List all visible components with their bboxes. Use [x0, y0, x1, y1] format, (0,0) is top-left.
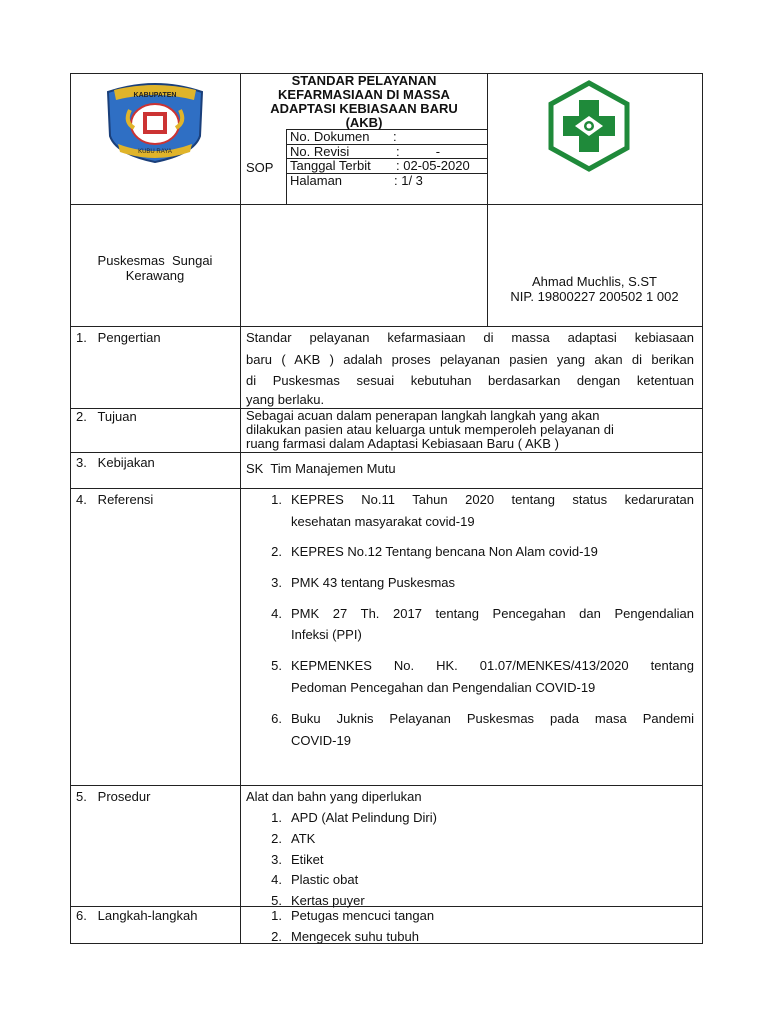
tujuan-line: Sebagai acuan dalam penerapan langkah langkah yang akan	[246, 408, 600, 423]
meta-value-halaman: : 1/ 3	[394, 173, 423, 188]
sop-label: SOP	[246, 160, 274, 175]
org-line: Puskesmas Sungai	[97, 253, 213, 268]
langkah-item: Mengecek suhu tubuh	[291, 929, 419, 944]
prosedur-item: APD (Alat Pelindung Diri)	[291, 810, 437, 825]
ref-number: 2.	[271, 544, 282, 559]
org-line: Kerawang	[125, 268, 185, 283]
meta-label-dokumen: No. Dokumen	[290, 129, 370, 144]
pengertian-line: Standar pelayanan kefarmasiaan di massa adaptasi kebiasaan	[246, 330, 694, 345]
langkah-item: Petugas mencuci tangan	[291, 908, 435, 923]
ref-line: Pedoman Pencegahan dan Pengendalian COVID-19	[291, 680, 596, 695]
prosedur-number: 3.	[271, 852, 282, 867]
ref-number: 6.	[271, 711, 282, 726]
prosedur-item: Plastic obat	[291, 872, 359, 887]
signatory-name: Ahmad Muchlis, S.ST	[532, 274, 657, 289]
title-line: (AKB)	[345, 115, 383, 130]
row-label-tujuan: 2. Tujuan	[76, 409, 137, 424]
meta-label-tanggal: Tanggal Terbit	[290, 158, 371, 173]
document-title	[242, 74, 486, 130]
ref-number: 5.	[271, 658, 282, 673]
prosedur-number: 4.	[271, 872, 282, 887]
meta-value-revisi: : -	[396, 144, 441, 159]
title-line: STANDAR PELAYANAN	[291, 73, 437, 88]
row-label-kebijakan: 3. Kebijakan	[76, 455, 155, 470]
district-emblem	[104, 82, 206, 164]
ref-line: KEPRES No.11 Tahun 2020 tentang status kedaruratan	[291, 492, 694, 507]
emblem-bottom-text: KUBU RAYA	[138, 149, 172, 155]
ref-number: 1.	[271, 492, 282, 507]
ref-line: kesehatan masyarakat covid-19	[291, 514, 475, 529]
prosedur-number: 1.	[271, 810, 282, 825]
ref-line: Infeksi (PPI)	[291, 627, 362, 642]
row-label-referensi: 4. Referensi	[76, 492, 154, 507]
ref-line: PMK 43 tentang Puskesmas	[291, 575, 456, 590]
kebijakan-text: SK Tim Manajemen Mutu	[246, 461, 396, 476]
prosedur-intro: Alat dan bahn yang diperlukan	[246, 789, 422, 804]
signatory	[487, 274, 702, 304]
ref-line: KEPMENKES No. HK. 01.07/MENKES/413/2020 tentang	[291, 658, 694, 673]
row-label-prosedur: 5. Prosedur	[76, 789, 151, 804]
langkah-number: 1.	[271, 908, 282, 923]
row-label-pengertian: 1. Pengertian	[76, 330, 161, 345]
emblem-top-text: KABUPATEN	[133, 92, 177, 99]
signatory-nip: NIP. 19800227 200502 1 002	[510, 289, 679, 304]
prosedur-number: 2.	[271, 831, 282, 846]
tujuan-line: ruang farmasi dalam Adaptasi Kebiasaan Baru ( AKB )	[246, 436, 559, 451]
pengertian-line: yang berlaku.	[246, 392, 325, 407]
row-label-langkah: 6. Langkah-langkah	[76, 908, 198, 923]
prosedur-item: Etiket	[291, 852, 324, 867]
tujuan-line: dilakukan pasien atau keluarga untuk memperoleh pelayanan di	[246, 422, 614, 437]
organization-name	[70, 253, 240, 283]
ref-line: KEPRES No.12 Tentang bencana Non Alam covid-19	[291, 544, 598, 559]
meta-value-dokumen: :	[393, 129, 397, 144]
langkah-number: 2.	[271, 929, 282, 944]
title-line: KEFARMASIAAN DI MASSA	[278, 87, 450, 102]
ref-line: Buku Juknis Pelayanan Puskesmas pada masa Pandemi	[291, 711, 694, 726]
prosedur-item: ATK	[291, 831, 316, 846]
title-line: ADAPTASI KEBIASAAN BARU	[270, 101, 458, 116]
meta-label-revisi: No. Revisi	[290, 144, 350, 159]
pengertian-line: baru ( AKB ) adalah proses pelayanan pasien yang akan di berikan	[246, 352, 694, 367]
prosedur-item: Kertas puyer	[291, 893, 365, 908]
prosedur-number: 5.	[271, 893, 282, 908]
puskesmas-logo	[543, 80, 635, 172]
meta-label-halaman: Halaman	[290, 173, 343, 188]
pengertian-line: di Puskesmas sesuai kebutuhan berdasarkan dengan ketentuan	[246, 373, 694, 388]
meta-value-tanggal: : 02-05-2020	[396, 158, 470, 173]
ref-number: 4.	[271, 606, 282, 621]
ref-line: PMK 27 Th. 2017 tentang Pencegahan dan Pengendalian	[291, 606, 694, 621]
ref-number: 3.	[271, 575, 282, 590]
ref-line: COVID-19	[291, 733, 351, 748]
